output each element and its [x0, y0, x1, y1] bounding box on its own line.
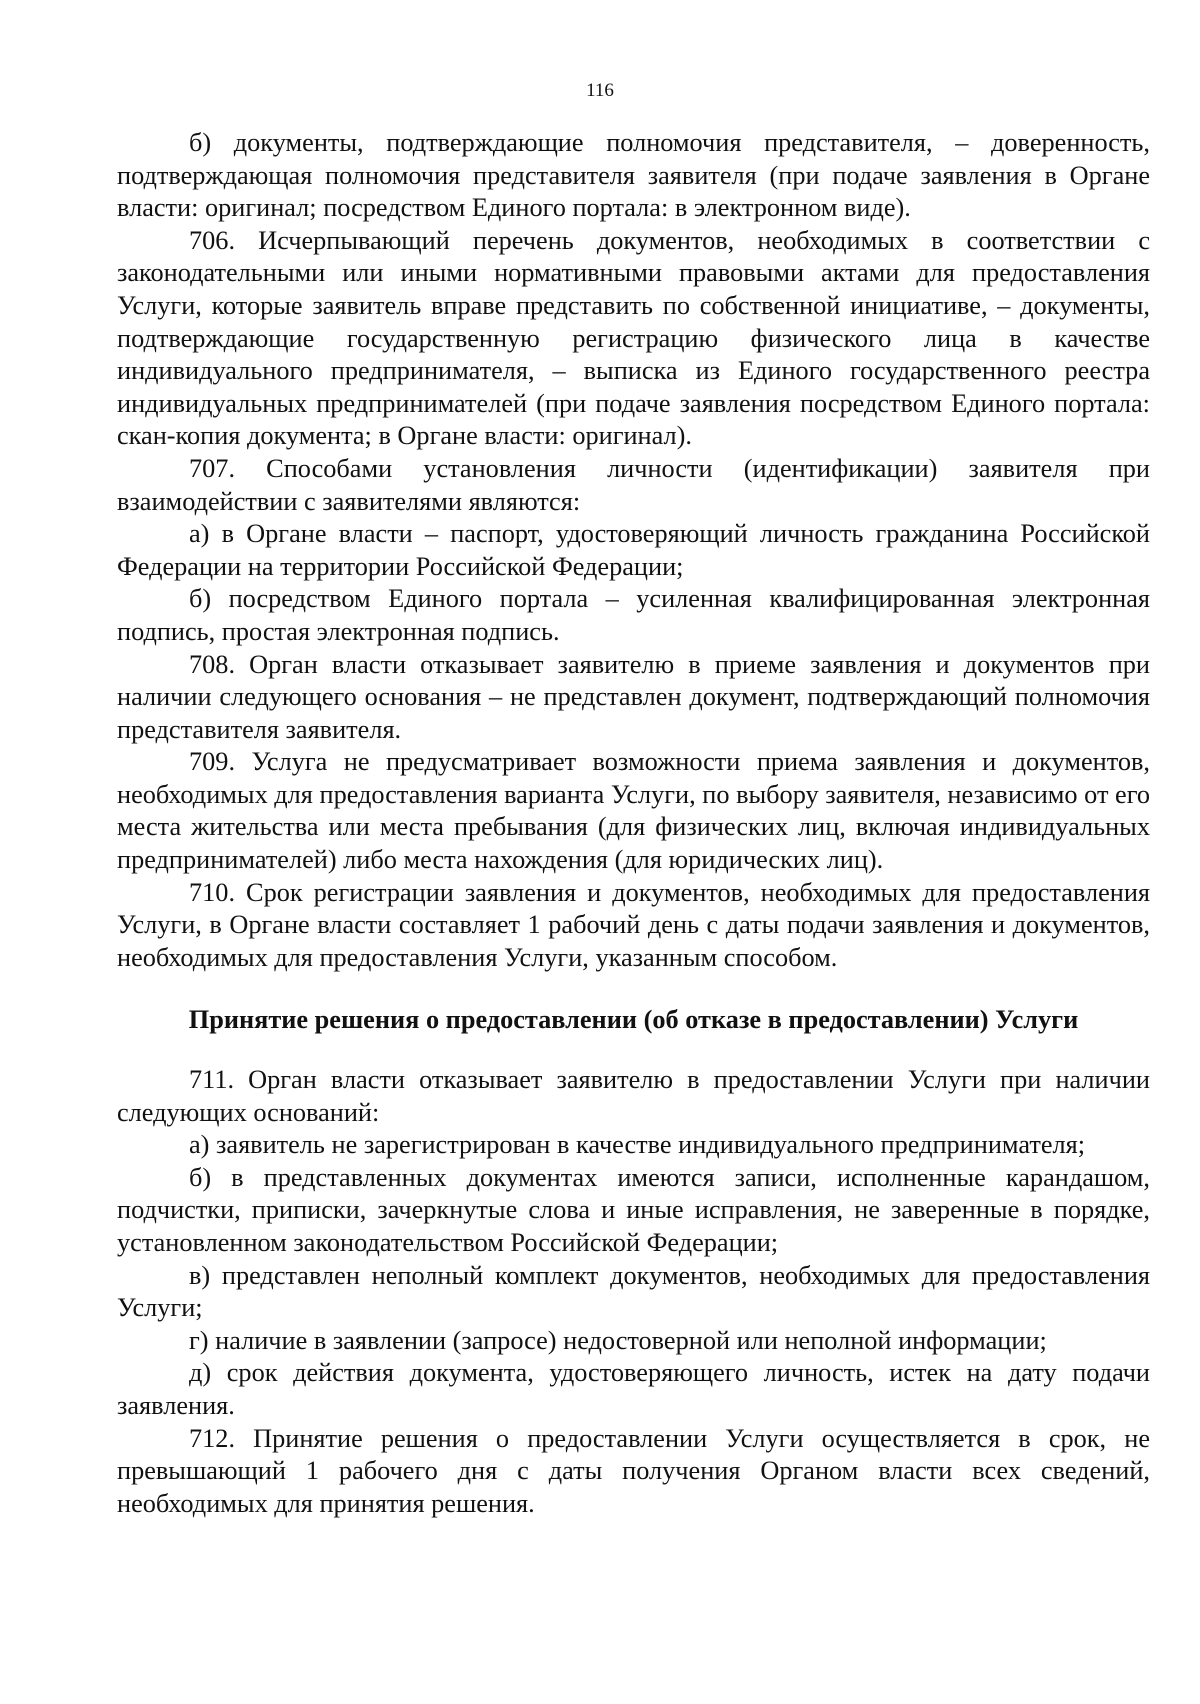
- paragraph-711-b: б) в представленных документах имеются записи, исполненные карандашом, подчистки, приписки, зачеркнутые слова и иные исправления, не заверенные в порядке, установленном законодательством Российской Федерации;: [117, 1162, 1150, 1257]
- paragraph-b-representative-docs: б) документы, подтверждающие полномочия представителя, – доверенность, подтверждающая полномочия представителя заявителя (при подаче заявления в Органе власти: оригинал; посредством Единого портала: в электронном виде).: [117, 128, 1150, 223]
- paragraph-711-v: в) представлен неполный комплект документов, необходимых для предоставления Услуги;: [117, 1260, 1150, 1323]
- paragraph-711-a: а) заявитель не зарегистрирован в качестве индивидуального предпринимателя;: [189, 1130, 1086, 1160]
- paragraph-711: 711. Орган власти отказывает заявителю в предоставлении Услуги при наличии следующих оснований:: [117, 1065, 1150, 1127]
- section-heading: Принятие решения о предоставлении (об отказе в предоставлении) Услуги: [188, 1005, 1079, 1035]
- paragraph-707-b: б) посредством Единого портала – усиленная квалифицированная электронная подпись, простая электронная подпись.: [117, 584, 1150, 646]
- document-body: [117, 127, 1150, 1520]
- paragraph-711-d: д) срок действия документа, удостоверяющего личность, истек на дату подачи заявления.: [117, 1358, 1150, 1420]
- paragraph-711-g: г) наличие в заявлении (запросе) недостоверной или неполной информации;: [189, 1325, 1047, 1355]
- paragraph-710: 710. Срок регистрации заявления и документов, необходимых для предоставления Услуги, в Органе власти составляет 1 рабочий день с даты подачи заявления и документов, необходимых для предоставления Услуги, указанным способом.: [117, 877, 1150, 972]
- paragraph-706: 706. Исчерпывающий перечень документов, необходимых в соответствии с законодательными или иными нормативными правовыми актами для предоставления Услуги, которые заявитель вправе представить по собственной инициативе, – документы, подтверждающие государственную регистрацию физического лица в качестве индивидуального предпринимателя, – выписка из Единого государственного реестра индивидуальных предпринимателей (при подаче заявления посредством Единого портала: скан-копия документа; в Органе власти: оригинал).: [117, 225, 1150, 451]
- paragraph-707: 707. Способами установления личности (идентификации) заявителя при взаимодействии с заявителями являются:: [117, 453, 1150, 516]
- paragraph-712: 712. Принятие решения о предоставлении Услуги осуществляется в срок, не превышающий 1 рабочего дня с даты получения Органом власти всех сведений, необходимых для принятия решения.: [117, 1423, 1150, 1518]
- paragraph-708: 708. Орган власти отказывает заявителю в приеме заявления и документов при наличии следующего основания – не представлен документ, подтверждающий полномочия представителя заявителя.: [117, 649, 1150, 744]
- paragraph-709: 709. Услуга не предусматривает возможности приема заявления и документов, необходимых для предоставления варианта Услуги, по выбору заявителя, независимо от его места жительства или места пребывания (для физических лиц, включая индивидуальных предпринимателей) либо места нахождения (для юридических лиц).: [117, 747, 1150, 875]
- paragraph-707-a: а) в Органе власти – паспорт, удостоверяющий личность гражданина Российской Федерации на территории Российской Федерации;: [117, 519, 1150, 581]
- page-number: 116: [586, 80, 614, 101]
